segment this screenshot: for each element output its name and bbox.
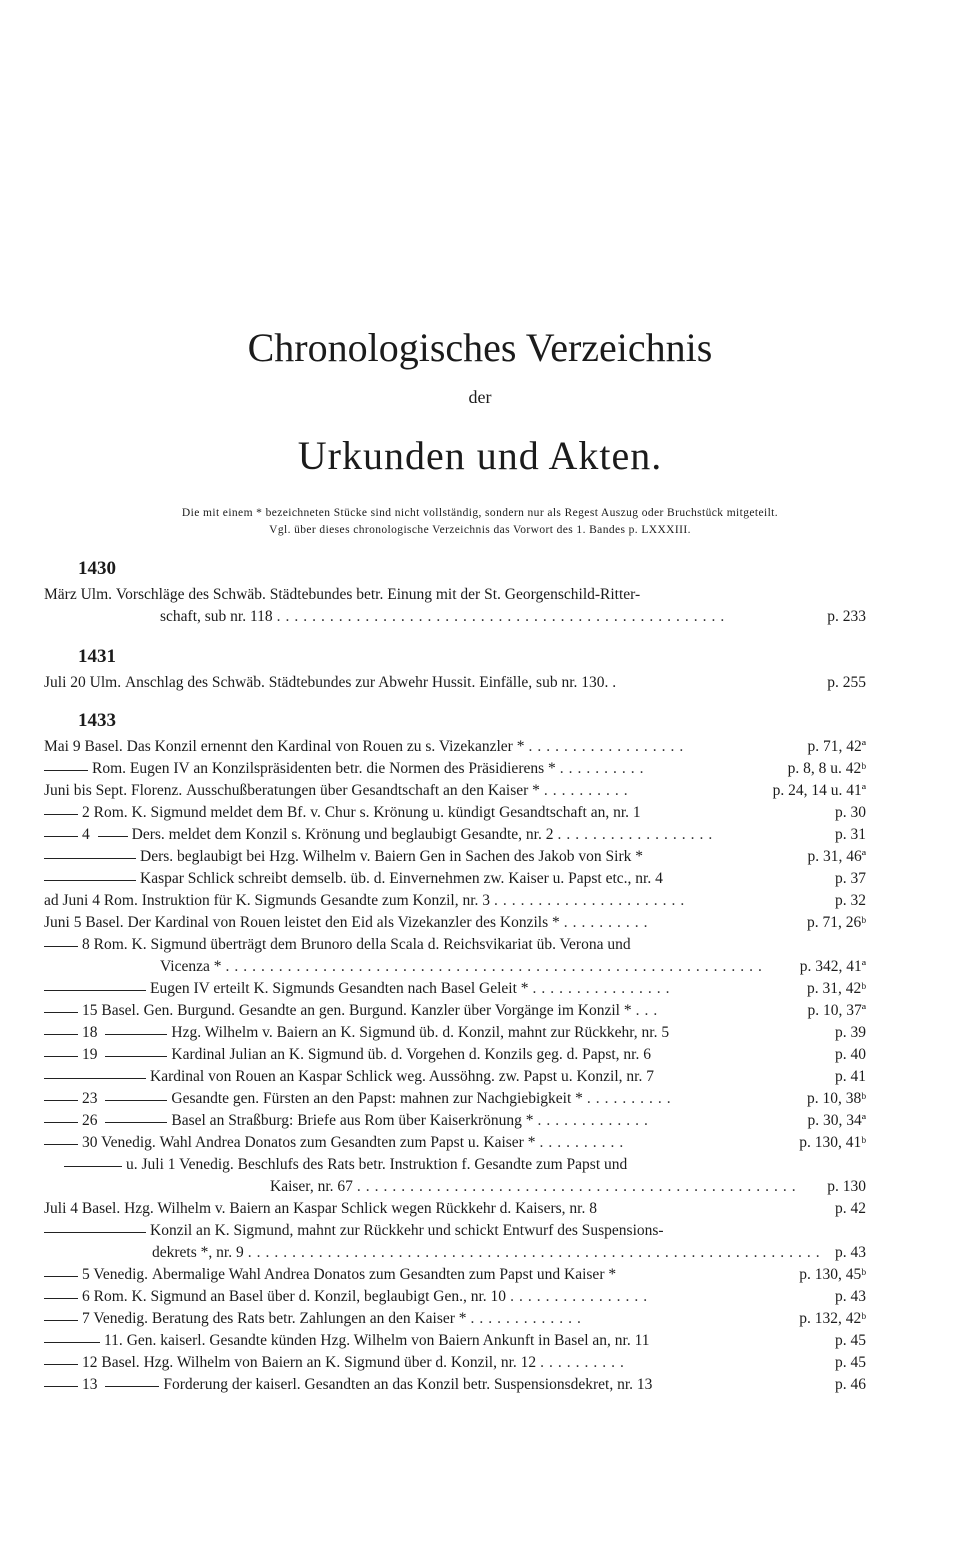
entry-date: 15 Basel.: [82, 1002, 140, 1019]
entry-page-ref: p. 45: [835, 1332, 866, 1349]
entry-text: Beratung des Rats betr. Zahlungen an den Kaiser *: [151, 1310, 467, 1327]
entry-page-ref: p. 71, 26ᵇ: [806, 914, 866, 931]
entry-text: Ders. beglaubigt bei Hzg. Wilhelm v. Baiern Gen in Sachen des Jakob von Sirk *: [140, 848, 644, 865]
ditto-dash: [44, 1144, 78, 1145]
entry-date: 13: [82, 1376, 98, 1393]
entry-page-ref: p. 31, 42ᵇ: [806, 980, 866, 997]
entry-text: Konzil an K. Sigmund, mahnt zur Rückkehr und schickt Entwurf des Suspensions-: [150, 1222, 664, 1239]
ditto-dash: [44, 990, 146, 991]
ditto-dash: [64, 1166, 122, 1167]
title-connector: der: [468, 387, 492, 407]
ditto-dash: [44, 1364, 78, 1365]
entry-date: 26: [82, 1112, 98, 1129]
entry-page-ref: p. 8, 8 u. 42ᵇ: [787, 760, 866, 777]
year-heading-1431: 1431: [78, 646, 116, 667]
entry-page-ref: p. 42: [835, 1200, 866, 1217]
entry-row: [44, 672, 866, 694]
entry-row-continued: [44, 1242, 866, 1264]
entry-text: K. Sigmund meldet dem Bf. v. Chur s. Krönung u. kündigt Gesandtschaft an, nr. 1: [131, 804, 641, 821]
entry-row: [44, 802, 866, 824]
entry-text: Das Konzil ernennt den Kardinal von Rouen zu s. Vizekanzler *: [126, 738, 525, 755]
entry-date: Rom.: [92, 760, 127, 777]
ditto-dash: [44, 1298, 78, 1299]
leader-dots: ..........: [543, 782, 633, 799]
leader-dots: ..................................................: [356, 1178, 801, 1195]
entry-date: 8 Rom.: [82, 936, 128, 953]
ditto-dash: [44, 814, 78, 815]
entry-page-ref: p. 10, 37ª: [807, 1002, 866, 1019]
entry-row-continued: [44, 1176, 866, 1198]
ditto-dash: [44, 1232, 146, 1233]
entry-page-ref: p. 43: [835, 1288, 866, 1305]
ditto-dash: [98, 836, 128, 837]
entry-page-ref: p. 24, 14 u. 41ª: [772, 782, 866, 799]
entry-page-ref: p. 45: [835, 1354, 866, 1371]
entry-text-continued: dekrets *, nr. 9: [152, 1244, 244, 1261]
entry-row: [44, 978, 866, 1000]
leader-dots: ..........: [559, 760, 649, 777]
entry-row: [44, 890, 866, 912]
entry-page-ref: p. 255: [827, 674, 866, 691]
entry-date: 6 Rom.: [82, 1288, 128, 1305]
entry-row: [44, 868, 866, 890]
entry-row-continued: [44, 956, 866, 978]
entry-date: 30 Venedig.: [82, 1134, 156, 1151]
ditto-dash: [44, 1320, 78, 1321]
ditto-dash: [44, 836, 78, 837]
entry-row: [44, 1374, 866, 1396]
entry-text: Gesandte gen. Fürsten an den Papst: mahnen zur Nachgiebigkeit *: [171, 1090, 583, 1107]
entry-row: [44, 1088, 866, 1110]
ditto-dash: [44, 1078, 146, 1079]
leader-dots: ..........: [540, 1354, 629, 1371]
entry-row: [44, 780, 866, 802]
entry-text-continued: Kaiser, nr. 67: [270, 1178, 353, 1195]
ditto-dash: [105, 1034, 167, 1035]
ditto-dash: [105, 1122, 167, 1123]
entry-date: 7 Venedig.: [82, 1310, 149, 1327]
entry-row: [44, 1022, 866, 1044]
entry-row: [44, 1066, 866, 1088]
entry-text: Hzg. Wilhelm v. Baiern an Kaspar Schlick wegen Rückkehr d. Kaisers, nr. 8: [124, 1200, 597, 1217]
entry-row: [44, 1044, 866, 1066]
entry-page-ref: p. 31: [835, 826, 866, 843]
entry-text: Forderung der kaiserl. Gesandten an das Konzil betr. Suspensionsdekret, nr. 13: [163, 1376, 653, 1393]
entry-row: [44, 758, 866, 780]
ditto-dash: [105, 1056, 167, 1057]
entry-text: Kardinal Julian an K. Sigmund üb. d. Vorgehen d. Konzils geg. d. Papst, nr. 6: [171, 1046, 651, 1063]
entry-text: Der Kardinal von Rouen leistet den Eid als Vizekanzler des Konzils *: [127, 914, 560, 931]
entry-date: März Ulm.: [44, 586, 113, 603]
ditto-dash: [44, 1012, 78, 1013]
entry-date: 5 Venedig.: [82, 1266, 149, 1283]
page-title: Chronologisches Verzeichnis: [247, 325, 713, 370]
entry-date: u. Juli 1 Venedig.: [126, 1156, 234, 1173]
entry-page-ref: p. 233: [827, 608, 866, 625]
entry-text-continued: schaft, sub nr. 118: [160, 608, 273, 625]
leader-dots: ................: [532, 980, 675, 997]
entry-row: [44, 824, 866, 846]
leader-dots: ..........: [586, 1090, 676, 1107]
leader-dots: ..........: [563, 914, 653, 931]
leader-dots: ......................: [494, 892, 690, 909]
entry-text: Gen. Burgund. Gesandte an gen. Burgund. Kanzler über Vorgänge im Konzil *: [143, 1002, 632, 1019]
leader-dots: .............................................................: [225, 958, 767, 975]
ditto-dash: [44, 1034, 78, 1035]
ditto-dash: [44, 946, 78, 947]
entry-row: [44, 1000, 866, 1022]
ditto-dash: [105, 1386, 159, 1387]
leader-dots: ..................: [557, 826, 718, 843]
year-heading-1433: 1433: [78, 710, 116, 731]
ditto-dash: [44, 1342, 100, 1343]
year-heading-1430: 1430: [78, 558, 116, 579]
leader-dots: ...................................................: [276, 608, 730, 625]
entry-page-ref: p. 342, 41ª: [799, 958, 866, 975]
entry-page-ref: p. 39: [835, 1024, 866, 1041]
entry-text: Eugen IV erteilt K. Sigmunds Gesandten nach Basel Geleit *: [150, 980, 529, 997]
entry-text: Anschlag des Schwäb. Städtebundes zur Abwehr Hussit. Einfälle, sub nr. 130. .: [124, 674, 617, 691]
entry-row: [44, 1330, 866, 1352]
leader-dots: .............: [537, 1112, 653, 1129]
entry-page-ref: p. 37: [835, 870, 866, 887]
entry-text: K. Sigmund überträgt dem Brunoro della Scala d. Reichsvikariat üb. Verona und: [131, 936, 631, 953]
ditto-dash: [105, 1100, 167, 1101]
entry-row: [44, 1132, 866, 1154]
entry-date: 18: [82, 1024, 98, 1041]
ditto-dash: [44, 1276, 78, 1277]
ditto-dash: [44, 880, 136, 881]
entry-date: 4: [82, 826, 90, 843]
entry-page-ref: p. 132, 42ᵇ: [799, 1310, 866, 1327]
entry-text: Gen. kaiserl. Gesandte künden Hzg. Wilhelm von Baiern Ankunft in Basel an, nr. 11: [126, 1332, 650, 1349]
entry-date: 23: [82, 1090, 98, 1107]
entry-date: 11.: [104, 1332, 123, 1349]
entry-date: 12 Basel.: [82, 1354, 140, 1371]
entry-text: Abermalige Wahl Andrea Donatos zum Gesandten zum Papst und Kaiser *: [151, 1266, 617, 1283]
ditto-dash: [44, 1122, 78, 1123]
ditto-dash: [44, 1386, 78, 1387]
explanatory-note-line-2: Vgl. über dieses chronologische Verzeichnis das Vorwort des 1. Bandes p. LXXXIII.: [269, 524, 691, 536]
entry-text: Kaspar Schlick schreibt demselb. üb. d. Einvernehmen zw. Kaiser u. Papst etc., nr. 4: [140, 870, 663, 887]
entry-page-ref: p. 31, 46ª: [807, 848, 866, 865]
entry-page-ref: p. 130, 45ᵇ: [799, 1266, 866, 1283]
entry-row: [44, 1286, 866, 1308]
entry-text-continued: Vicenza *: [160, 958, 222, 975]
entry-date: Juni bis Sept. Florenz.: [44, 782, 183, 799]
entry-text: Hzg. Wilhelm von Baiern an K. Sigmund über d. Konzil, nr. 12: [143, 1354, 537, 1371]
entry-date: Juni 5 Basel.: [44, 914, 124, 931]
leader-dots: ................: [510, 1288, 653, 1305]
entry-page-ref: p. 43: [835, 1244, 866, 1261]
entry-page-ref: p. 10, 38ᵇ: [806, 1090, 866, 1107]
entry-row: [44, 1198, 866, 1220]
entry-text: Wahl Andrea Donatos zum Gesandten zum Papst u. Kaiser *: [159, 1134, 536, 1151]
leader-dots: .............: [470, 1310, 586, 1327]
entry-date: 19: [82, 1046, 98, 1063]
entry-page-ref: p. 30: [835, 804, 866, 821]
leader-dots: .................................................................: [247, 1244, 825, 1261]
entry-text: Kardinal von Rouen an Kaspar Schlick weg. Aussöhng. zw. Papst u. Konzil, nr. 7: [150, 1068, 654, 1085]
entry-text: Instruktion für K. Sigmunds Gesandte zum Konzil, nr. 3: [141, 892, 491, 909]
entry-date: 2 Rom.: [82, 804, 128, 821]
entry-row-continued: [44, 606, 866, 628]
leader-dots: ..........: [539, 1134, 629, 1151]
entry-row: [44, 1264, 866, 1286]
entry-date: Juli 4 Basel.: [44, 1200, 121, 1217]
entry-text: Ders. meldet dem Konzil s. Krönung und beglaubigt Gesandte, nr. 2: [131, 826, 554, 843]
entry-page-ref: p. 130, 41ᵇ: [799, 1134, 866, 1151]
entry-text: K. Sigmund an Basel über d. Konzil, beglaubigt Gen., nr. 10: [131, 1288, 507, 1305]
leader-dots: ...: [635, 1002, 663, 1019]
entry-row: [44, 1110, 866, 1132]
ditto-dash: [44, 858, 136, 859]
entry-text: Eugen IV an Konzilspräsidenten betr. die Normen des Präsidierens *: [129, 760, 556, 777]
entry-row: [44, 1154, 866, 1176]
entry-page-ref: p. 30, 34ª: [807, 1112, 866, 1129]
entry-row: [44, 1308, 866, 1330]
ditto-dash: [44, 1100, 78, 1101]
entry-text: Ausschußberatungen über Gesandtschaft an den Kaiser *: [186, 782, 540, 799]
entry-page-ref: p. 71, 42ª: [807, 738, 866, 755]
entry-row: [44, 934, 866, 956]
entry-date: Juli 20 Ulm.: [44, 674, 122, 691]
entry-text: Basel an Straßburg: Briefe aus Rom über Kaiserkrönung *: [171, 1112, 534, 1129]
leader-dots: ..................: [528, 738, 689, 755]
entry-page-ref: p. 40: [835, 1046, 866, 1063]
entry-row: [44, 912, 866, 934]
entry-row: [44, 1220, 866, 1242]
entry-text: Beschlufs des Rats betr. Instruktion f. Gesandte zum Papst und: [237, 1156, 628, 1173]
ditto-dash: [44, 770, 88, 771]
entry-row: [44, 584, 866, 606]
entry-page-ref: p. 46: [835, 1376, 866, 1393]
entry-page-ref: p. 41: [835, 1068, 866, 1085]
entry-row: [44, 736, 866, 758]
entry-text: Hzg. Wilhelm v. Baiern an K. Sigmund üb. d. Konzil, mahnt zur Rückkehr, nr. 5: [171, 1024, 670, 1041]
entry-row: [44, 846, 866, 868]
entry-row: [44, 1352, 866, 1374]
entry-date: Mai 9 Basel.: [44, 738, 123, 755]
entry-page-ref: p. 130: [827, 1178, 866, 1195]
entry-date: ad Juni 4 Rom.: [44, 892, 138, 909]
entry-text: Vorschläge des Schwäb. Städtebundes betr. Einung mit der St. Georgenschild-Ritter-: [115, 586, 641, 603]
page-subtitle: Urkunden und Akten.: [297, 433, 663, 478]
ditto-dash: [44, 1056, 78, 1057]
explanatory-note-line-1: Die mit einem * bezeichneten Stücke sind nicht vollständig, sondern nur als Regest Auszug oder Bruchstück mitgeteilt.: [181, 507, 779, 519]
entry-page-ref: p. 32: [835, 892, 866, 909]
